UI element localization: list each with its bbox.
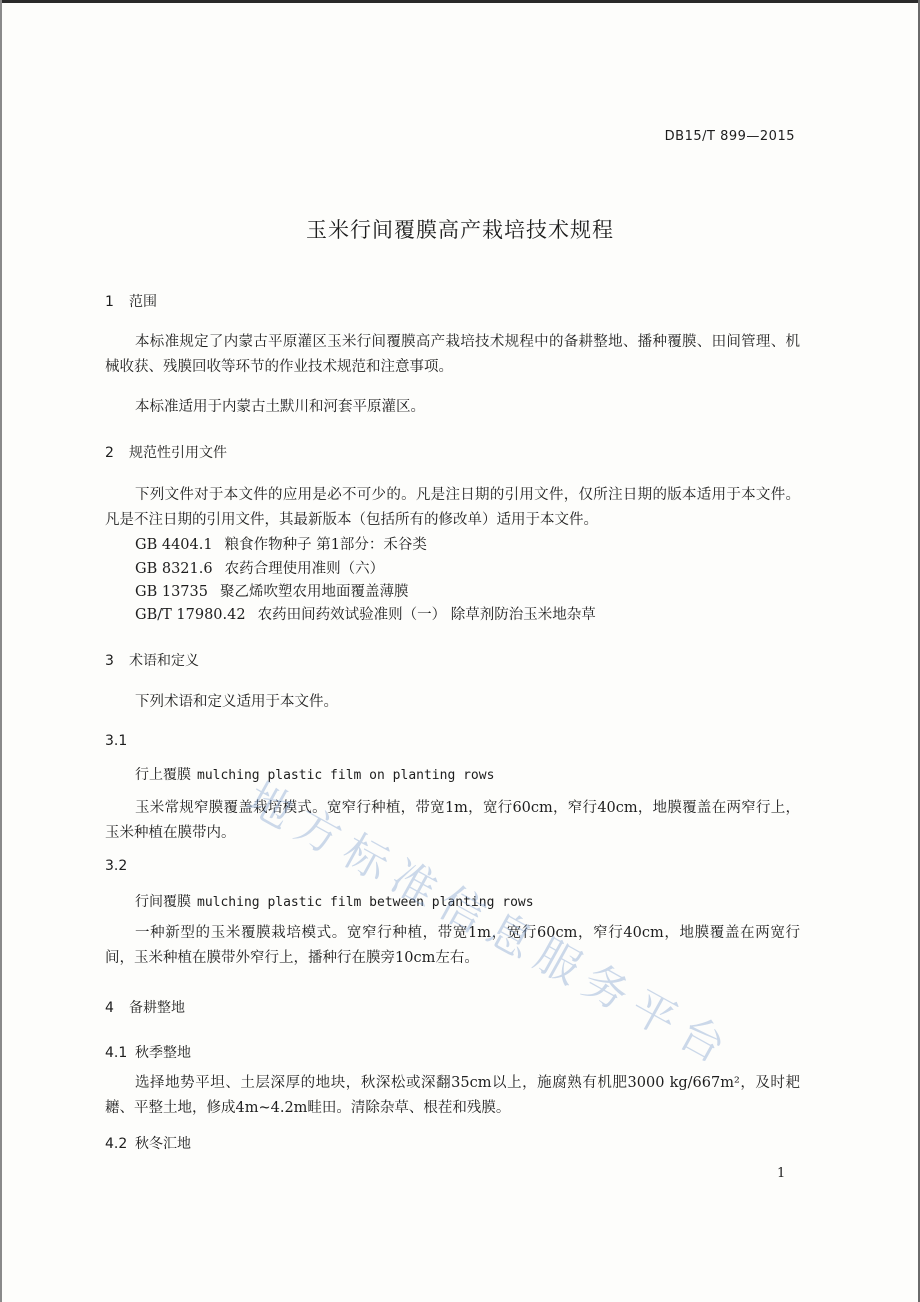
document-title: 玉米行间覆膜高产栽培技术规程 [306,218,614,242]
reference-name: 聚乙烯吹塑农用地面覆盖薄膜 [219,584,409,600]
reference-code: GB 13735 [135,584,208,600]
term-3-2-number: 3.2 [105,858,128,874]
watermark-char: 地 [238,772,302,839]
reference-code: GB/T 17980.42 [135,607,246,623]
subsection-4-1-paragraph: 选择地势平坦、土层深厚的地块，秋深松或深翻35cm以上，施腐熟有机肥3000 kg/667m²，及时耙耱、平整土地，修成4m~4.2m畦田。清除杂草、根茬和残膜。 [105,1075,800,1116]
watermark-char: 台 [670,1006,734,1073]
section-title: 备耕整地 [129,1000,185,1016]
subsection-4-2-heading [105,1133,191,1153]
section-number: 2 [105,445,114,461]
watermark-char: 准 [382,850,446,917]
reference-item [135,603,596,624]
scan-edge-left [0,0,2,1302]
term-english: mulching plastic film on planting rows [197,768,495,783]
reference-item [135,580,408,601]
section-2-paragraph-1: 下列文件对于本文件的应用是必不可少的。凡是注日期的引用文件，仅所注日期的版本适用于本文件。凡是不注日期的引用文件，其最新版本（包括所有的修改单）适用于本文件。 [105,487,800,528]
watermark-char: 平 [622,980,686,1047]
watermark-char: 方 [286,798,350,865]
subsection-title: 秋冬汇地 [135,1136,191,1152]
term-3-2 [135,891,534,911]
subsection-number: 4.2 [105,1136,128,1152]
reference-item [135,533,427,554]
watermark-char: 标 [334,824,398,891]
section-2-heading [105,442,227,462]
section-4-heading [105,997,185,1017]
reference-item [135,557,384,578]
subsection-4-1-heading [105,1042,191,1062]
section-number: 1 [105,294,114,310]
section-title: 术语和定义 [129,653,199,669]
scan-edge-top [0,0,920,3]
section-title: 范围 [129,294,157,310]
subsection-title: 秋季整地 [135,1045,191,1061]
section-1-paragraph-2: 本标准适用于内蒙古土默川和河套平原灌区。 [135,399,425,415]
page-number: 1 [777,1166,786,1181]
section-1-paragraph-1: 本标准规定了内蒙古平原灌区玉米行间覆膜高产栽培技术规程中的备耕整地、播种覆膜、田间管理、机械收获、残膜回收等环节的作业技术规范和注意事项。 [105,334,800,375]
reference-name: 农药合理使用准则（六） [224,561,385,577]
term-3-1-definition: 玉米常规窄膜覆盖栽培模式。宽窄行种植，带宽1m，宽行60cm，窄行40cm，地膜覆盖在两窄行上，玉米种植在膜带内。 [105,800,800,841]
section-title: 规范性引用文件 [129,445,227,461]
term-chinese: 行间覆膜 [135,894,191,910]
section-number: 3 [105,653,114,669]
section-3-paragraph-1: 下列术语和定义适用于本文件。 [135,694,338,710]
reference-name: 农药田间药效试验准则（一） 除草剂防治玉米地杂草 [257,607,596,623]
reference-name: 粮食作物种子 第1部分：禾谷类 [224,537,427,553]
section-3-heading [105,650,199,670]
reference-code: GB 8321.6 [135,561,213,577]
watermark-char: 息 [478,902,542,969]
watermark-char: 信 [430,876,494,943]
term-3-2-definition: 一种新型的玉米覆膜栽培模式。宽窄行种植，带宽1m，宽行60cm，窄行40cm，地膜覆盖在两宽行间，玉米种植在膜带外窄行上，播种行在膜旁10cm左右。 [105,925,800,966]
term-3-1 [135,764,494,784]
watermark-char: 服 [526,928,590,995]
term-english: mulching plastic film between planting rows [197,895,534,910]
subsection-number: 4.1 [105,1045,128,1061]
section-number: 4 [105,1000,114,1016]
watermark-char: 务 [574,954,638,1021]
term-chinese: 行上覆膜 [135,767,191,783]
section-1-heading [105,291,157,311]
term-3-1-number: 3.1 [105,733,128,749]
standard-number: DB15/T 899—2015 [664,129,795,144]
reference-code: GB 4404.1 [135,537,213,553]
